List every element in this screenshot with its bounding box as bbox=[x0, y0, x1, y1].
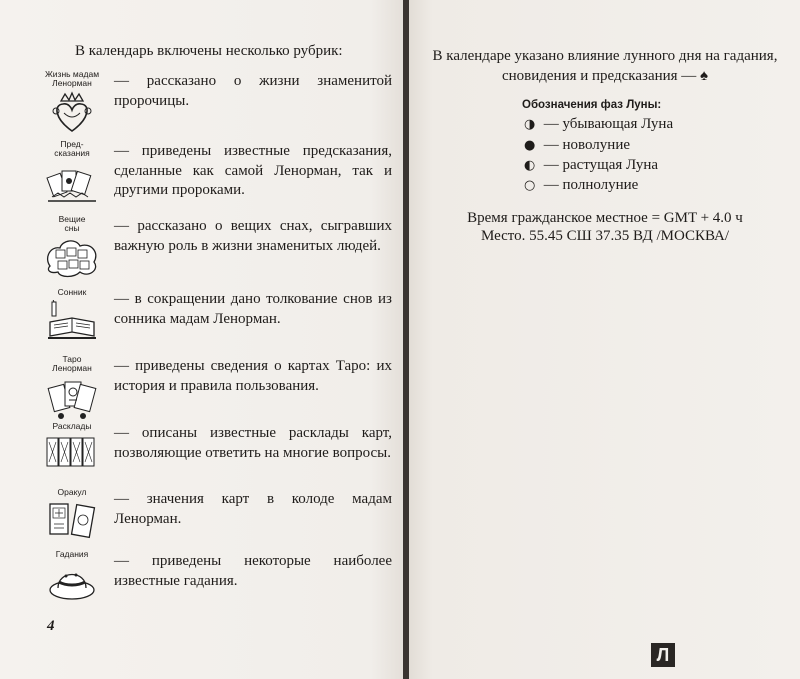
rubric-icon-block bbox=[38, 550, 106, 602]
moon-phase-waxing bbox=[524, 157, 658, 174]
open-book-candle-icon bbox=[46, 300, 98, 340]
phase-label: — растущая Луна bbox=[543, 157, 659, 173]
rubric-icon-block bbox=[38, 488, 106, 540]
rubrics-intro: В календарь включены несколько рубрик: bbox=[75, 43, 343, 59]
rubric-icon-label: Гадания bbox=[55, 549, 89, 559]
dream-cloud-icon bbox=[44, 236, 100, 278]
rubric-text: — значения карт в колоде мадам Ленорман. bbox=[114, 491, 392, 527]
hat-icon bbox=[46, 562, 98, 602]
moon-phase-new bbox=[524, 137, 630, 154]
rubric-icon-label: Вещие сны bbox=[58, 214, 86, 233]
rubric-icon-label: Пред- сказания bbox=[54, 139, 90, 158]
moon-phases-title: Обозначения фаз Луны: bbox=[522, 99, 662, 111]
tarot-cards-icon bbox=[47, 376, 97, 420]
cards-fan-icon bbox=[44, 161, 100, 205]
rubric-text: — в сокращении дано толкование снов из сонника мадам Ленорман. bbox=[114, 291, 392, 327]
rubric-icon-label: Жизнь мадам Ленорман bbox=[44, 69, 100, 88]
full-moon-icon: ○ bbox=[524, 178, 536, 193]
rubric-icon-label: Таро Ленорман bbox=[52, 354, 92, 373]
oracle-cards-icon bbox=[46, 500, 98, 540]
waning-moon-icon: ◑ bbox=[524, 117, 536, 132]
publisher-logo: Л bbox=[651, 643, 675, 667]
phase-label: — убывающая Луна bbox=[543, 116, 674, 132]
moon-phase-waning bbox=[524, 116, 673, 133]
rubric-icon-label: Расклады bbox=[52, 421, 92, 431]
rubric-icon-block bbox=[38, 422, 106, 470]
rubric-icon-label: Оракул bbox=[57, 487, 87, 497]
rubric-icon-block bbox=[38, 355, 106, 420]
heart-crown-icon bbox=[49, 91, 95, 135]
rubric-text: — рассказано о вещих снах, сыгравших важную роль в жизни знаменитых людей. bbox=[114, 218, 392, 254]
phase-label: — полнолуние bbox=[543, 177, 639, 193]
rubric-icon-label: Сонник bbox=[57, 287, 87, 297]
rubric-text: — рассказано о жизни знаменитой пророчицы. bbox=[114, 73, 392, 109]
phase-label: — новолуние bbox=[543, 137, 631, 153]
rubric-text: — описаны известные расклады карт, позволяющие ответить на многие вопросы. bbox=[114, 425, 392, 461]
rubric-text: — приведены некоторые наиболее известные гадания. bbox=[114, 553, 392, 589]
rubric-text: — приведены сведения о картах Таро: их история и правила пользования. bbox=[114, 358, 392, 394]
rubric-icon-block bbox=[38, 70, 106, 135]
page-number: 4 bbox=[47, 618, 55, 634]
rubric-text: — приведены известные предсказания, сделанные как самой Ленорман, так и другими пророками. bbox=[114, 143, 392, 198]
rubric-icon-block bbox=[38, 215, 106, 278]
new-moon-icon: ● bbox=[524, 138, 536, 153]
local-time-note: Время гражданское местное = GMT + 4.0 ч bbox=[467, 210, 743, 226]
location-note: Место. 55.45 СШ 37.35 ВД /МОСКВА/ bbox=[480, 228, 730, 244]
waxing-moon-icon: ◐ bbox=[524, 158, 536, 173]
card-spread-icon bbox=[45, 434, 99, 470]
moon-phase-full bbox=[524, 177, 638, 194]
rubric-icon-block bbox=[38, 288, 106, 340]
lunar-day-intro: В календаре указано влияние лунного дня на гадания, сновидения и предсказания — ♠ bbox=[432, 48, 778, 84]
rubric-icon-block bbox=[38, 140, 106, 205]
